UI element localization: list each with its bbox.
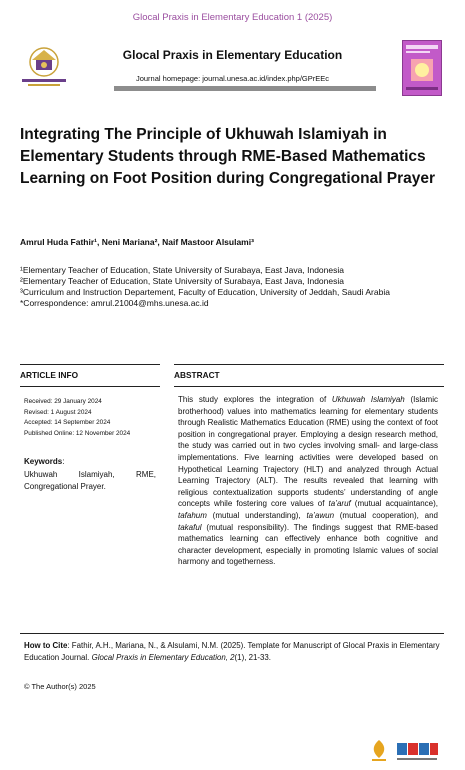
copyright-notice: © The Author(s) 2025: [24, 682, 96, 691]
affiliation-1: ¹Elementary Teacher of Education, State University of Surabaya, East Java, Indonesia: [20, 265, 344, 275]
abstract-term: ta’aruf: [328, 499, 351, 509]
correspondence-email[interactable]: *Correspondence: amrul.21004@mhs.unesa.ac.id: [20, 298, 209, 308]
affiliation-2: ²Elementary Teacher of Education, State University of Surabaya, East Java, Indonesia: [20, 276, 344, 286]
abstract-term: ta’awun: [306, 510, 335, 520]
article-dates: [24, 397, 162, 439]
abstract-text: (mutual cooperation), and: [334, 510, 438, 520]
revised-date: Revised: 1 August 2024: [24, 408, 92, 416]
abstract-term: takaful: [178, 522, 202, 532]
affiliations: [20, 265, 440, 309]
published-date: Published Online: 12 November 2024: [24, 429, 131, 437]
abstract-text: This study explores the integration of: [178, 395, 332, 404]
abstract-term: tafahum: [178, 510, 207, 520]
affiliation-3: ³Curriculum and Instruction Departement, Faculty of Education, University of Jeddah, Saudi Arabia: [20, 287, 390, 297]
unesa-logo-icon: [368, 738, 390, 764]
article-title: Integrating The Principle of Ukhuwah Islamiyah in Elementary Students through RME-Based Mathematics Learning on Foot Position during Congregational Prayer: [20, 126, 436, 187]
accepted-date: Accepted: 14 September 2024: [24, 419, 111, 426]
received-date: Received: 29 January 2024: [24, 398, 102, 405]
abstract-divider: [174, 386, 444, 387]
citation-divider: [20, 633, 444, 634]
cite-text: : Fathir, A.H., Mariana, N., & Alsulami, N.M. (2025). Template for Manuscript of Glocal Praxis in Elementary Education Journal.: [24, 641, 440, 662]
abstract-text: (Islamic brotherhood) values into mathematics learning for elementary students through Realistic Mathematics Education (RME) using the context of foot position in congregational prayer. Employing a design research method, the study was carried out in two cycles involving small- and large-class implementations. Five learning activities were developed based on Hypothetical Learning Trajectory (HLT) and analyzed through Actual Learning Trajectory (ALT). The results revealed that learning with religious contextualization supports students’ understanding of angle concepts while fostering core values of: [178, 395, 438, 509]
abstract-text: (mutual responsibility). The findings suggest that RME-based mathematics learning can effectively enhance both cognitive and character development, especially in promoting Islamic values of social harmony and togetherness.: [178, 522, 438, 567]
abstract-heading: ABSTRACT: [174, 364, 444, 380]
how-to-cite: [24, 640, 444, 664]
keywords: Ukhuwah Islamiyah, RME, Congregational Prayer.: [24, 470, 156, 491]
keywords-heading: Keywords:: [24, 457, 65, 466]
abstract-text: (mutual understanding),: [206, 510, 307, 520]
article-info-heading: ARTICLE INFO: [20, 364, 160, 380]
header-divider: [114, 86, 376, 91]
author-list: Amrul Huda Fathir¹, Neni Mariana², Naif Mastoor Alsulami³: [20, 237, 254, 247]
cite-label: How to Cite: [24, 641, 68, 650]
article-info-divider: [20, 386, 160, 387]
running-head: Glocal Praxis in Elementary Education 1 (2025): [132, 12, 333, 23]
journal-title: Glocal Praxis in Elementary Education: [122, 48, 343, 62]
cite-issue: (1), 21-33.: [234, 653, 271, 662]
journal-cover-icon: [402, 40, 442, 96]
abstract-body: [178, 394, 438, 568]
cite-journal: Glocal Praxis in Elementary Education, 2: [91, 653, 235, 662]
abstract-text: (mutual acquaintance),: [350, 499, 438, 509]
abstract-term: Ukhuwah Islamiyah: [331, 395, 405, 404]
journal-homepage-link[interactable]: Journal homepage: journal.unesa.ac.id/index.php/GPrEEc: [135, 74, 330, 83]
terg-logo-icon: [395, 740, 439, 764]
keywords-label: Keywords: [24, 457, 63, 466]
